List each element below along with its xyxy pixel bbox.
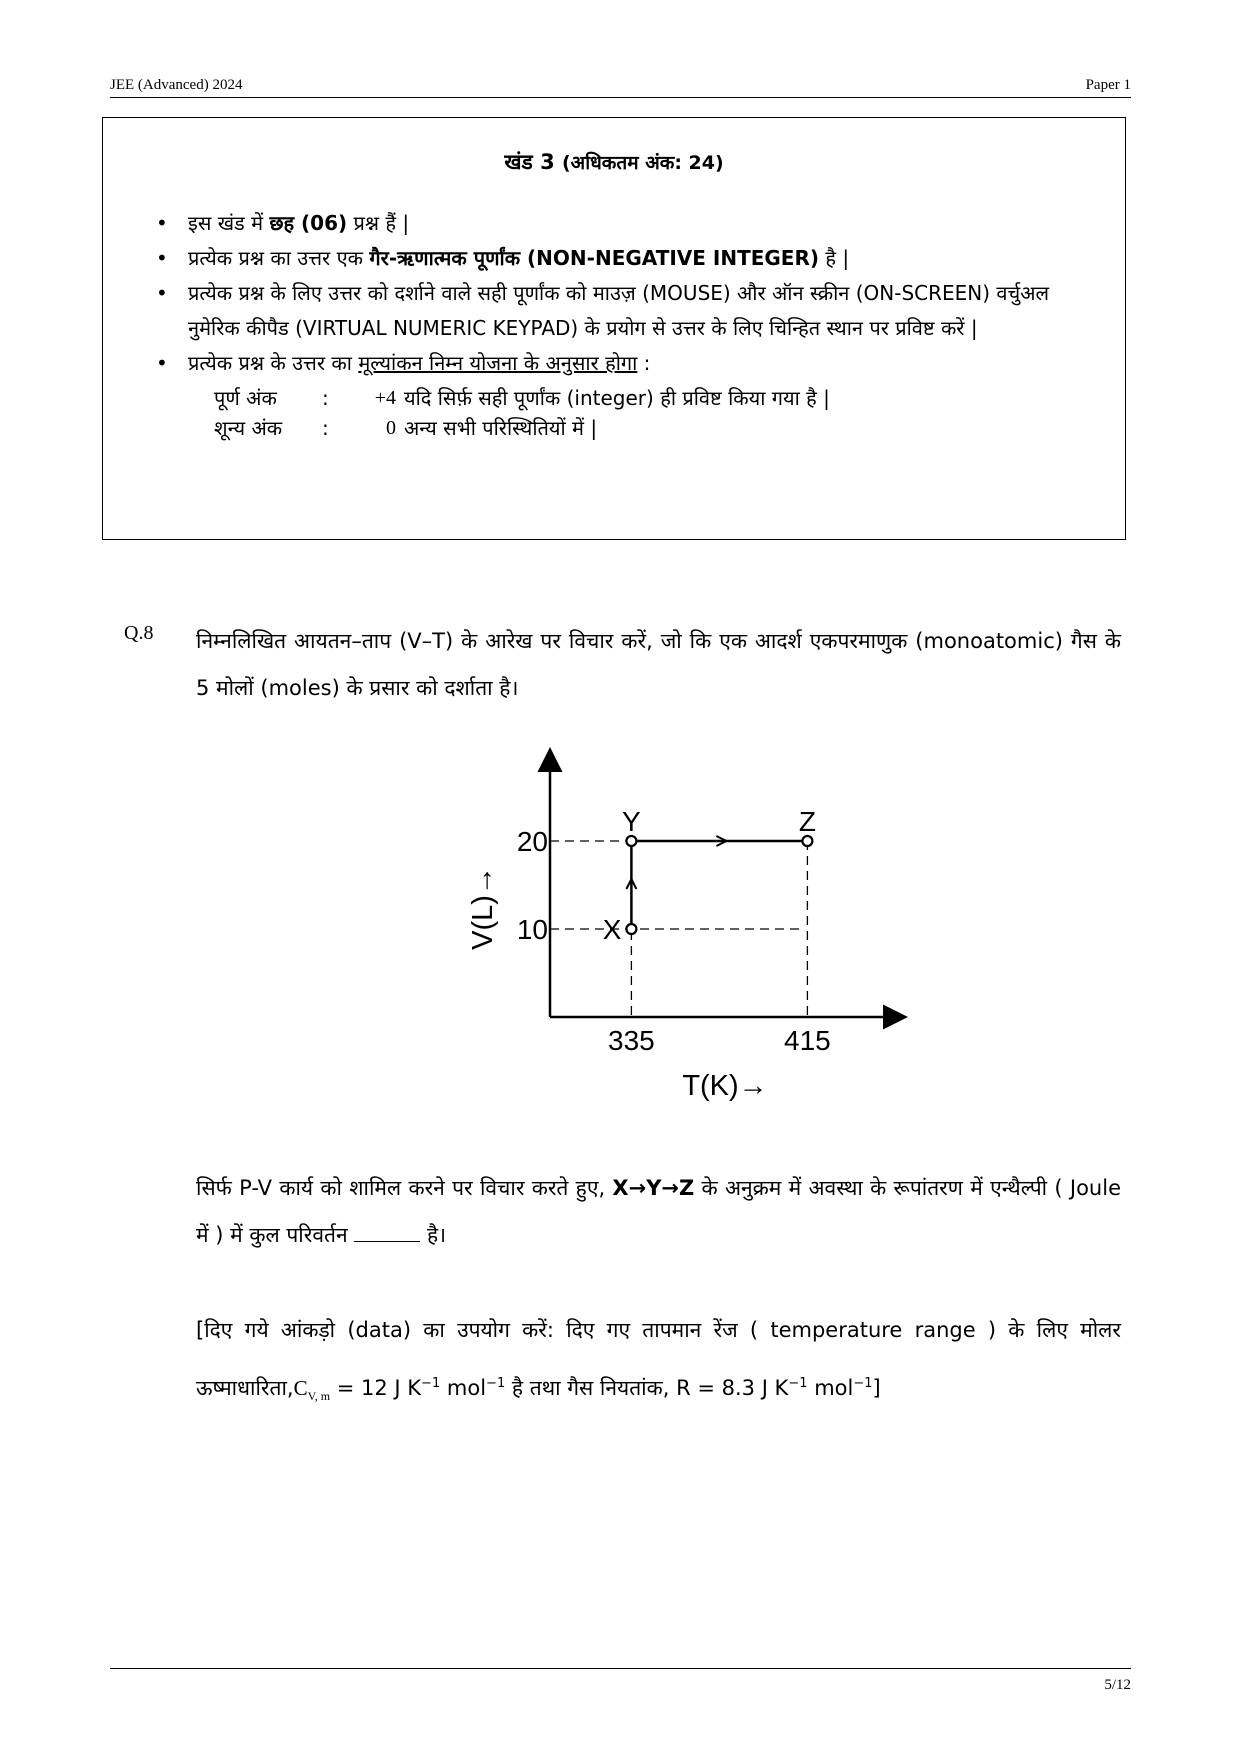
- answer-blank: [354, 1223, 420, 1242]
- state-point-z: [802, 836, 812, 846]
- guide-lines: [550, 841, 810, 1017]
- instructions-list: [156, 206, 1088, 443]
- given-data: [दिए गये आंकड़ो (data) का उपयोग करें: दिए गए तापमान रेंज ( temperature range ) के लिए मोलर $ऊष्माधारिता,C_{V, m} = 12$ J $K^{-1}$ mol$^{-1}$ है तथा गैस नियतांक, R = 8.3 J $K^{-1}$ mol$^{-1}$]: [196, 1318, 1121, 1404]
- point-label-y: Y: [622, 806, 641, 837]
- x-tick-label: 415: [784, 1025, 831, 1056]
- header-exam-title: JEE (Advanced) 2024: [110, 77, 243, 93]
- header-paper-label: Paper 1: [1085, 77, 1131, 93]
- instruction-item: • इस खंड में छह (06) प्रश्न हैं |: [188, 206, 1088, 241]
- question-text: निम्नलिखित आयतन–ताप (V–T) के आरेख पर विचार करें, जो कि एक आदर्श एकपरमाणुक (monoatomic) गैस के 5 मोलों (moles) के प्रसार को दर्शाता है।: [196, 629, 1121, 700]
- instruction-item: • प्रत्येक प्रश्न के लिए उत्तर को दर्शाने वाले सही पूर्णांक को माउज़ (MOUSE) और ऑन स्क्रीन (ON-SCREEN) वर्चुअल नुमेरिक कीपैड (VIRTUAL NUMERIC KEYPAD) के प्रयोग से उत्तर के लिए चिन्हित स्थान पर प्रविष्ट करें |: [188, 276, 1088, 346]
- x-axis-label: T(K)→: [682, 1070, 768, 1102]
- state-point-x: [626, 924, 636, 934]
- bullet-icon: •: [156, 351, 168, 375]
- page-number: 5/12: [1104, 1677, 1131, 1693]
- bullet-icon: •: [156, 246, 168, 270]
- bullet-icon: •: [156, 281, 168, 305]
- instruction-item: • प्रत्येक प्रश्न के उत्तर का मूल्यांकन निम्न योजना के अनुसार होगा : पूर्ण अंक : +4 यदि सिर्फ़ सही पूर्णांक (integer) ही प्रविष्ट किया गया है | शून्य अंक : 0 अन्य सभी परिस्थितियों में |: [188, 346, 1088, 443]
- y-axis-label: V(L)→: [467, 866, 499, 950]
- marking-scheme: [188, 383, 1088, 443]
- y-tick-label: 20: [516, 826, 548, 857]
- vt-graph: [440, 740, 920, 1120]
- question-number: Q.8: [124, 622, 154, 644]
- state-points: [626, 836, 812, 934]
- footer-divider: [110, 1668, 1131, 1669]
- y-tick-label: 10: [516, 914, 548, 945]
- header-divider: [110, 97, 1131, 98]
- point-label-x: X: [602, 914, 622, 945]
- bullet-icon: •: [156, 211, 168, 235]
- instruction-item: • प्रत्येक प्रश्न का उत्तर एक गैर-ऋणात्मक पूर्णांक (NON-NEGATIVE INTEGER) है |: [188, 241, 1088, 276]
- section-title: खंड 3 (अधिकतम अंक: 24): [504, 150, 724, 174]
- question-statement: सिर्फ P-V कार्य को शामिल करने पर विचार करते हुए, X→Y→Z के अनुक्रम में अवस्था के रूपांतरण में एन्थैल्पी ( Joule में ) में कुल परिवर्तन है।: [196, 1176, 1121, 1247]
- x-tick-label: 335: [608, 1025, 655, 1056]
- instructions-box: [102, 117, 1126, 540]
- process-path: [626, 836, 807, 929]
- state-point-y: [626, 836, 636, 846]
- cv-symbol: $C_{V, m}$: [293, 1376, 331, 1404]
- marking-row-zero: शून्य अंक : 0 अन्य सभी परिस्थितियों में |: [214, 416, 598, 440]
- point-label-z: Z: [798, 806, 816, 837]
- marking-row-full: पूर्ण अंक : +4 यदि सिर्फ़ सही पूर्णांक (integer) ही प्रविष्ट किया गया है |: [214, 386, 830, 410]
